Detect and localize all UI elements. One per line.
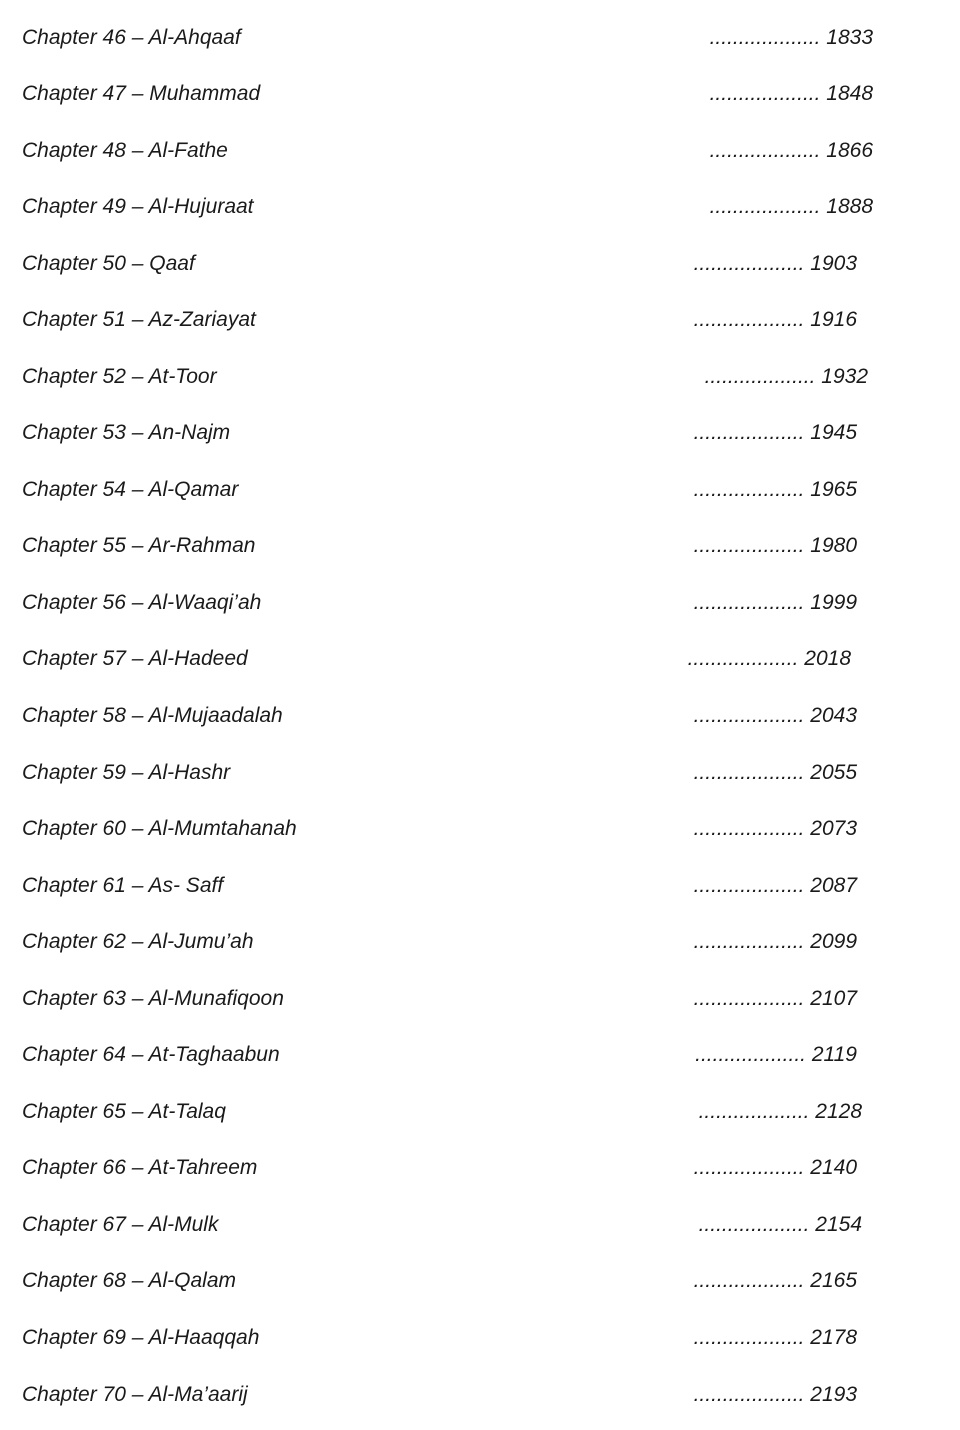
toc-entry-page: ................... 2178	[693, 1326, 857, 1349]
toc-entry-title: Chapter 53 – An-Najm	[22, 421, 231, 444]
toc-entry-page: ................... 2154	[698, 1213, 862, 1236]
toc-entry-title: Chapter 58 – Al-Mujaadalah	[22, 704, 283, 727]
toc-entry-title: Chapter 59 – Al-Hashr	[22, 761, 231, 784]
toc-entry	[0, 357, 960, 397]
toc-entry	[0, 753, 960, 793]
toc-entry-title: Chapter 65 – At-Talaq	[22, 1100, 226, 1123]
toc-entry-page: ................... 2107	[693, 987, 857, 1010]
toc-entry-title: Chapter 67 – Al-Mulk	[22, 1213, 219, 1236]
toc-entry	[0, 526, 960, 566]
toc-entry-page: ................... 2018	[687, 647, 851, 670]
toc-entry-title: Chapter 46 – Al-Ahqaaf	[22, 26, 241, 49]
toc-entry-title: Chapter 56 – Al-Waaqi’ah	[22, 591, 262, 614]
toc-entry	[0, 583, 960, 623]
toc-entry-page: ................... 2165	[693, 1269, 857, 1292]
toc-entry	[0, 470, 960, 510]
toc-entry-page: ................... 2073	[693, 817, 857, 840]
toc-entry	[0, 1092, 960, 1132]
toc-entry	[0, 18, 960, 58]
toc-entry	[0, 413, 960, 453]
toc-entry-page: ................... 2043	[693, 704, 857, 727]
toc-entry-title: Chapter 63 – Al-Munafiqoon	[22, 987, 284, 1010]
toc-entry-title: Chapter 48 – Al-Fathe	[22, 139, 228, 162]
toc-entry-title: Chapter 55 – Ar-Rahman	[22, 534, 256, 557]
toc-entry-page: ................... 1980	[693, 534, 857, 557]
toc-entry-title: Chapter 57 – Al-Hadeed	[22, 647, 248, 670]
toc-entry	[0, 809, 960, 849]
toc-entry-title: Chapter 62 – Al-Jumu’ah	[22, 930, 254, 953]
toc-entry-title: Chapter 47 – Muhammad	[22, 82, 261, 105]
toc-entry-page: ................... 2055	[693, 761, 857, 784]
toc-entry-page: ................... 1965	[693, 478, 857, 501]
toc-entry	[0, 866, 960, 906]
toc-entry-page: ................... 2140	[693, 1156, 857, 1179]
toc-entry	[0, 1318, 960, 1358]
toc-entry-title: Chapter 52 – At-Toor	[22, 365, 217, 388]
toc-entry-title: Chapter 70 – Al-Ma’aarij	[22, 1383, 248, 1406]
toc-entry-page: ................... 1833	[709, 26, 873, 49]
toc-entry	[0, 131, 960, 171]
toc-entry-title: Chapter 68 – Al-Qalam	[22, 1269, 236, 1292]
toc-entry-title: Chapter 66 – At-Tahreem	[22, 1156, 258, 1179]
toc-entry-page: ................... 2193	[693, 1383, 857, 1406]
toc-entry-page: ................... 1916	[693, 308, 857, 331]
toc-entry-title: Chapter 50 – Qaaf	[22, 252, 195, 275]
toc-entry-title: Chapter 69 – Al-Haaqqah	[22, 1326, 260, 1349]
toc-entry-title: Chapter 51 – Az-Zariayat	[22, 308, 256, 331]
toc-entry	[0, 696, 960, 736]
toc-entry-page: ................... 2087	[693, 874, 857, 897]
toc-entry	[0, 300, 960, 340]
toc-entry-page: ................... 2099	[693, 930, 857, 953]
toc-entry-title: Chapter 64 – At-Taghaabun	[22, 1043, 280, 1066]
toc-entry	[0, 1375, 960, 1415]
toc-entry-title: Chapter 54 – Al-Qamar	[22, 478, 239, 501]
toc-entry	[0, 922, 960, 962]
toc-entry	[0, 639, 960, 679]
toc-entry	[0, 1261, 960, 1301]
toc-entry-page: ................... 1866	[709, 139, 873, 162]
toc-entry	[0, 244, 960, 284]
toc-entry	[0, 979, 960, 1019]
toc-entry	[0, 1205, 960, 1245]
toc-entry-page: ................... 1999	[693, 591, 857, 614]
toc-entry	[0, 187, 960, 227]
toc-entry-page: ................... 1945	[693, 421, 857, 444]
toc-entry-page: ................... 2128	[698, 1100, 862, 1123]
toc-entry-page: ................... 2119	[695, 1043, 857, 1066]
toc-entry-title: Chapter 49 – Al-Hujuraat	[22, 195, 254, 218]
toc-entry	[0, 1148, 960, 1188]
toc-entry-page: ................... 1932	[704, 365, 868, 388]
toc-entry-title: Chapter 61 – As- Saff	[22, 874, 224, 897]
toc-entry-page: ................... 1848	[709, 82, 873, 105]
toc-entry-page: ................... 1888	[709, 195, 873, 218]
toc-entry-title: Chapter 60 – Al-Mumtahanah	[22, 817, 297, 840]
toc-entry-page: ................... 1903	[693, 252, 857, 275]
toc-entry	[0, 1035, 960, 1075]
toc-entry	[0, 74, 960, 114]
